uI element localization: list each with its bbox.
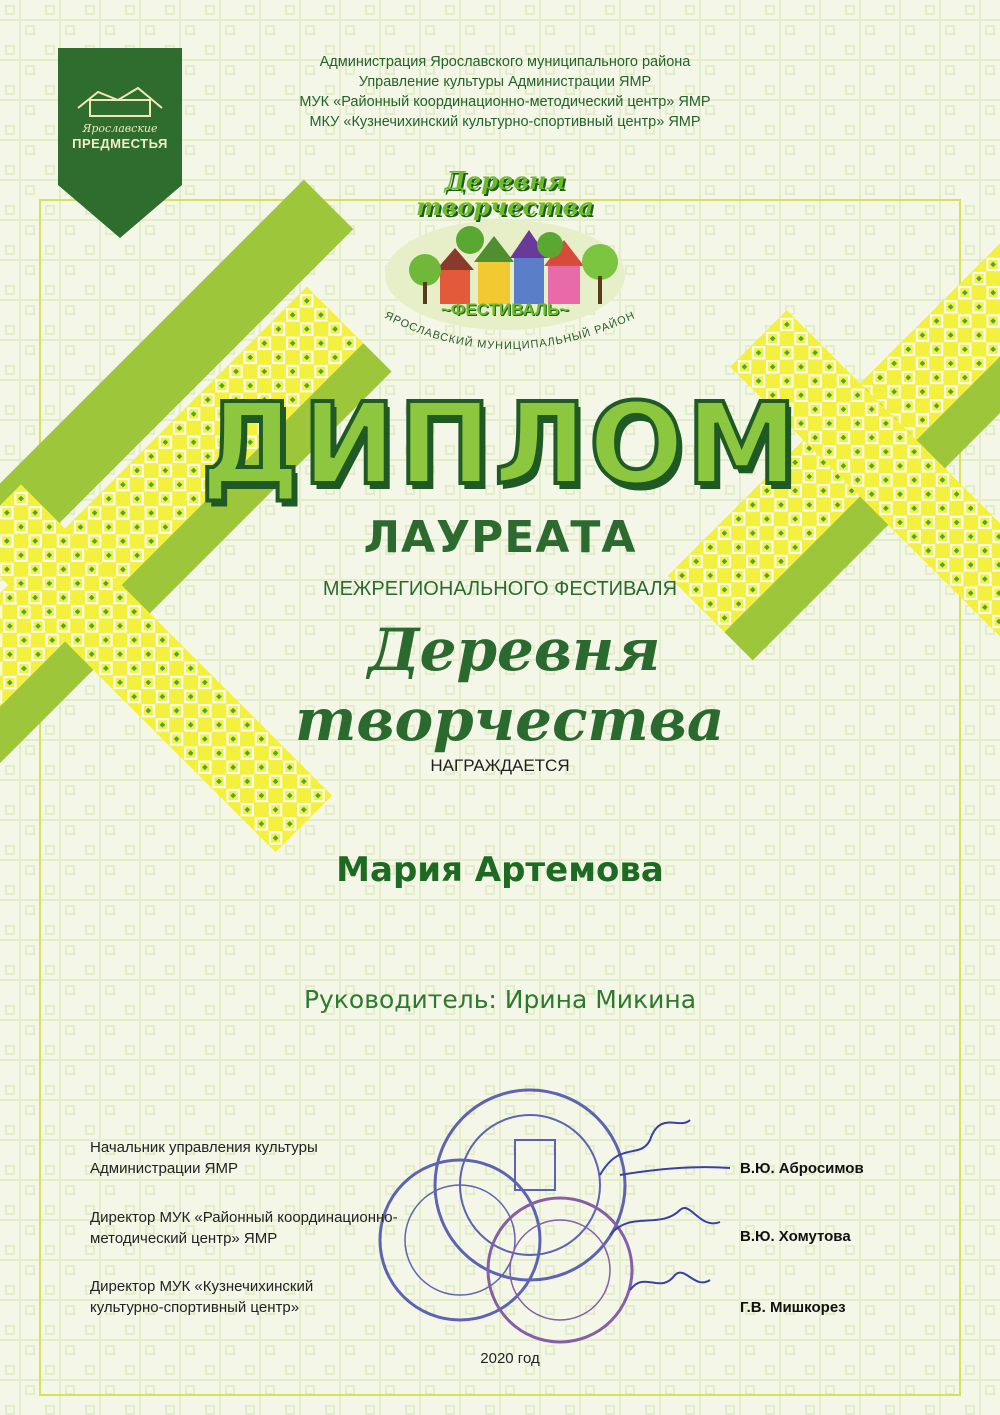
festival-name-line2: творчества — [295, 686, 725, 754]
recipient-name: Мария Артемова — [336, 850, 664, 890]
diploma-title: ДИПЛОМ — [200, 380, 800, 510]
festival-name-line1: Деревня — [368, 616, 661, 684]
org-line: Администрация Ярославского муниципального района — [319, 54, 691, 70]
festival-logo-arc-text: ЯРОСЛАВСКИЙ МУНИЦИПАЛЬНЫЙ РАЙОН — [382, 309, 638, 353]
festival-logo-arc — [370, 160, 640, 380]
signatory-title-line: Директор МУК «Районный координационно- — [90, 1209, 398, 1226]
signatory-title-line: Начальник управления культуры — [90, 1139, 318, 1156]
festival-logo-line2: творчества — [416, 192, 594, 221]
org-line: МКУ «Кузнечихинский культурно-спортивный центр» ЯМР — [309, 114, 701, 130]
supervisor-line: Руководитель: Ирина Микина — [303, 985, 697, 1014]
logo-main-text: ПРЕДМЕСТЬЯ — [72, 136, 168, 151]
signatory-2-title — [90, 1207, 430, 1249]
festival-type: МЕЖРЕГИОНАЛЬНОГО ФЕСТИВАЛЯ — [322, 578, 678, 600]
organizations-header — [250, 52, 760, 132]
svg-text:ЯРОСЛАВСКИЙ МУНИЦИПАЛЬНЫЙ РАЙО — [383, 309, 638, 352]
signatory-title-line: Директор МУК «Кузнечихинский — [90, 1278, 314, 1295]
issue-year: 2020 год — [480, 1350, 540, 1367]
signatory-3-title — [90, 1276, 430, 1318]
festival-logo-line1: Деревня — [444, 166, 566, 195]
festival-logo — [370, 160, 640, 380]
org-line: Управление культуры Администрации ЯМР — [358, 74, 652, 90]
signatory-title-line: Администрации ЯМР — [90, 1160, 239, 1177]
yaroslavl-suburbs-logo — [58, 48, 182, 238]
awarded-label: НАГРАЖДАЕТСЯ — [430, 756, 570, 775]
signatory-title-line: методический центр» ЯМР — [90, 1230, 278, 1247]
signatory-1-name: В.Ю. Абросимов — [740, 1160, 864, 1177]
signatory-3-name: Г.В. Мишкорез — [740, 1299, 846, 1316]
signatory-title-line: культурно-спортивный центр» — [90, 1299, 300, 1316]
signatory-1-title — [90, 1137, 430, 1179]
festival-logo-band: ~ФЕСТИВАЛЬ~ — [440, 300, 570, 319]
laureate-subtitle: ЛАУРЕАТА — [363, 512, 637, 563]
logo-script-text: Ярославские — [82, 122, 158, 135]
signatory-2-name: В.Ю. Хомутова — [740, 1228, 851, 1245]
org-line: МУК «Районный координационно-методический центр» ЯМР — [299, 94, 711, 110]
